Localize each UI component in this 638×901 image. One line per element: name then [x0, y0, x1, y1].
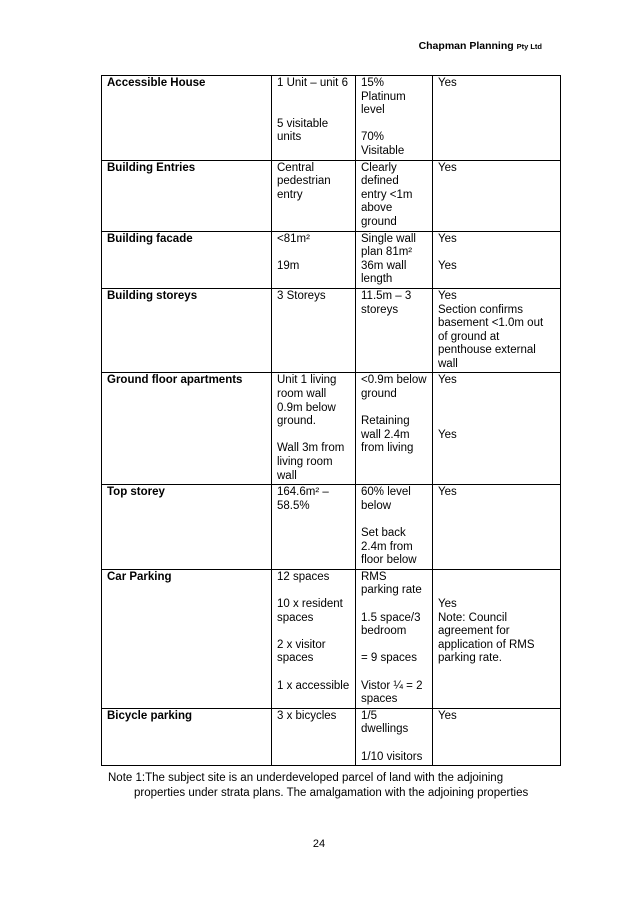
- cell-c2: [272, 569, 356, 708]
- cell-text: RMS parking rate: [361, 570, 422, 597]
- row-heading: Building Entries: [102, 160, 272, 231]
- cell-text: <0.9m below ground: [361, 374, 427, 401]
- cell-text: Yes: [438, 709, 457, 722]
- cell-text: 3 x bicycles: [277, 709, 337, 722]
- cell-text: Yes: [438, 597, 457, 610]
- row-heading: Bicycle parking: [102, 708, 272, 765]
- company-name: Chapman Planning: [418, 40, 514, 52]
- company-suffix: Pty Ltd: [516, 42, 542, 51]
- table-row: [102, 160, 561, 231]
- cell-text: Clearly defined entry <1m above ground: [361, 161, 413, 228]
- cell-c3: [356, 76, 433, 161]
- cell-c2: [272, 288, 356, 373]
- table-row: [102, 485, 561, 570]
- cell-c3: [356, 160, 433, 231]
- cell-c2: [272, 485, 356, 570]
- cell-text: 19m: [277, 259, 300, 272]
- cell-c4: [433, 373, 561, 485]
- cell-c3: [356, 485, 433, 570]
- table-row: [102, 708, 561, 765]
- cell-c4: [433, 76, 561, 161]
- cell-text: Set back 2.4m from floor below: [361, 527, 417, 567]
- cell-text: Yes: [438, 289, 457, 302]
- cell-c3: [356, 288, 433, 373]
- cell-c4: [433, 708, 561, 765]
- cell-c2: [272, 231, 356, 288]
- cell-text: 60% level below: [361, 486, 411, 512]
- cell-c3: [356, 708, 433, 765]
- table-row: [102, 569, 561, 708]
- cell-text: Wall 3m from living room wall: [277, 442, 345, 482]
- cell-text: 5 visitable units: [277, 117, 329, 144]
- cell-text: 36m wall length: [361, 259, 407, 286]
- cell-text: 15% Platinum level: [361, 77, 406, 117]
- cell-text: 1/5 dwellings: [361, 709, 409, 736]
- cell-text: Central pedestrian entry: [277, 161, 331, 201]
- cell-text: = 9 spaces: [361, 652, 417, 665]
- compliance-table: [101, 75, 561, 766]
- cell-c2: [272, 373, 356, 485]
- cell-text: 3 Storeys: [277, 289, 326, 302]
- row-heading: Building storeys: [102, 288, 272, 373]
- cell-text: Retaining wall 2.4m from living: [361, 415, 414, 455]
- cell-text: Unit 1 living room wall 0.9m below ground.: [277, 374, 337, 428]
- table-row: [102, 76, 561, 161]
- cell-c2: [272, 76, 356, 161]
- cell-text: 1 x accessible: [277, 679, 350, 692]
- cell-c2: [272, 160, 356, 231]
- cell-c3: [356, 231, 433, 288]
- row-heading: Accessible House: [102, 76, 272, 161]
- cell-text: Single wall plan 81m²: [361, 232, 416, 259]
- cell-text: Yes: [438, 161, 457, 174]
- cell-c4: [433, 160, 561, 231]
- row-heading: Car Parking: [102, 569, 272, 708]
- footnote-line-2: properties under strata plans. The amalgamation with the adjoining properties: [134, 786, 529, 799]
- cell-c3: [356, 569, 433, 708]
- cell-text: Yes: [438, 232, 457, 245]
- cell-c4: [433, 288, 561, 373]
- table-row: [102, 373, 561, 485]
- cell-text: 1/10 visitors: [361, 750, 423, 763]
- row-heading: Building facade: [102, 231, 272, 288]
- row-heading: Top storey: [102, 485, 272, 570]
- page-header: [419, 40, 542, 52]
- cell-text: Yes: [438, 374, 457, 387]
- cell-text: Yes: [438, 77, 457, 89]
- table-row: [102, 231, 561, 288]
- cell-c2: [272, 708, 356, 765]
- page-number: 24: [312, 838, 326, 850]
- cell-c4: [433, 569, 561, 708]
- cell-text: 11.5m – 3 storeys: [361, 289, 412, 316]
- footnote: [108, 771, 560, 800]
- cell-text: Yes: [438, 428, 457, 441]
- cell-c4: [433, 485, 561, 570]
- cell-text: Yes: [438, 486, 457, 499]
- cell-text: 12 spaces: [277, 570, 330, 583]
- cell-text: 164.6m² – 58.5%: [277, 486, 329, 512]
- cell-text: Note: Council agreement for application of RMS parking rate.: [438, 611, 535, 665]
- footnote-line-1: Note 1:The subject site is an underdeveloped parcel of land with the adjoining: [108, 772, 504, 784]
- cell-text: 70% Visitable: [361, 131, 405, 157]
- cell-c4: [433, 231, 561, 288]
- cell-text: 1.5 space/3 bedroom: [361, 611, 421, 638]
- cell-text: Yes: [438, 259, 457, 272]
- cell-text: 1 Unit – unit 6: [277, 77, 348, 89]
- row-heading: Ground floor apartments: [102, 373, 272, 485]
- table-row: [102, 288, 561, 373]
- cell-text: 2 x visitor spaces: [277, 638, 326, 665]
- cell-text: Section confirms basement <1.0m out of ground at penthouse external wall: [438, 303, 544, 370]
- cell-text: 10 x resident spaces: [277, 597, 343, 624]
- cell-text: <81m²: [277, 232, 310, 245]
- cell-text: Vistor ¼ = 2 spaces: [361, 679, 423, 706]
- cell-c3: [356, 373, 433, 485]
